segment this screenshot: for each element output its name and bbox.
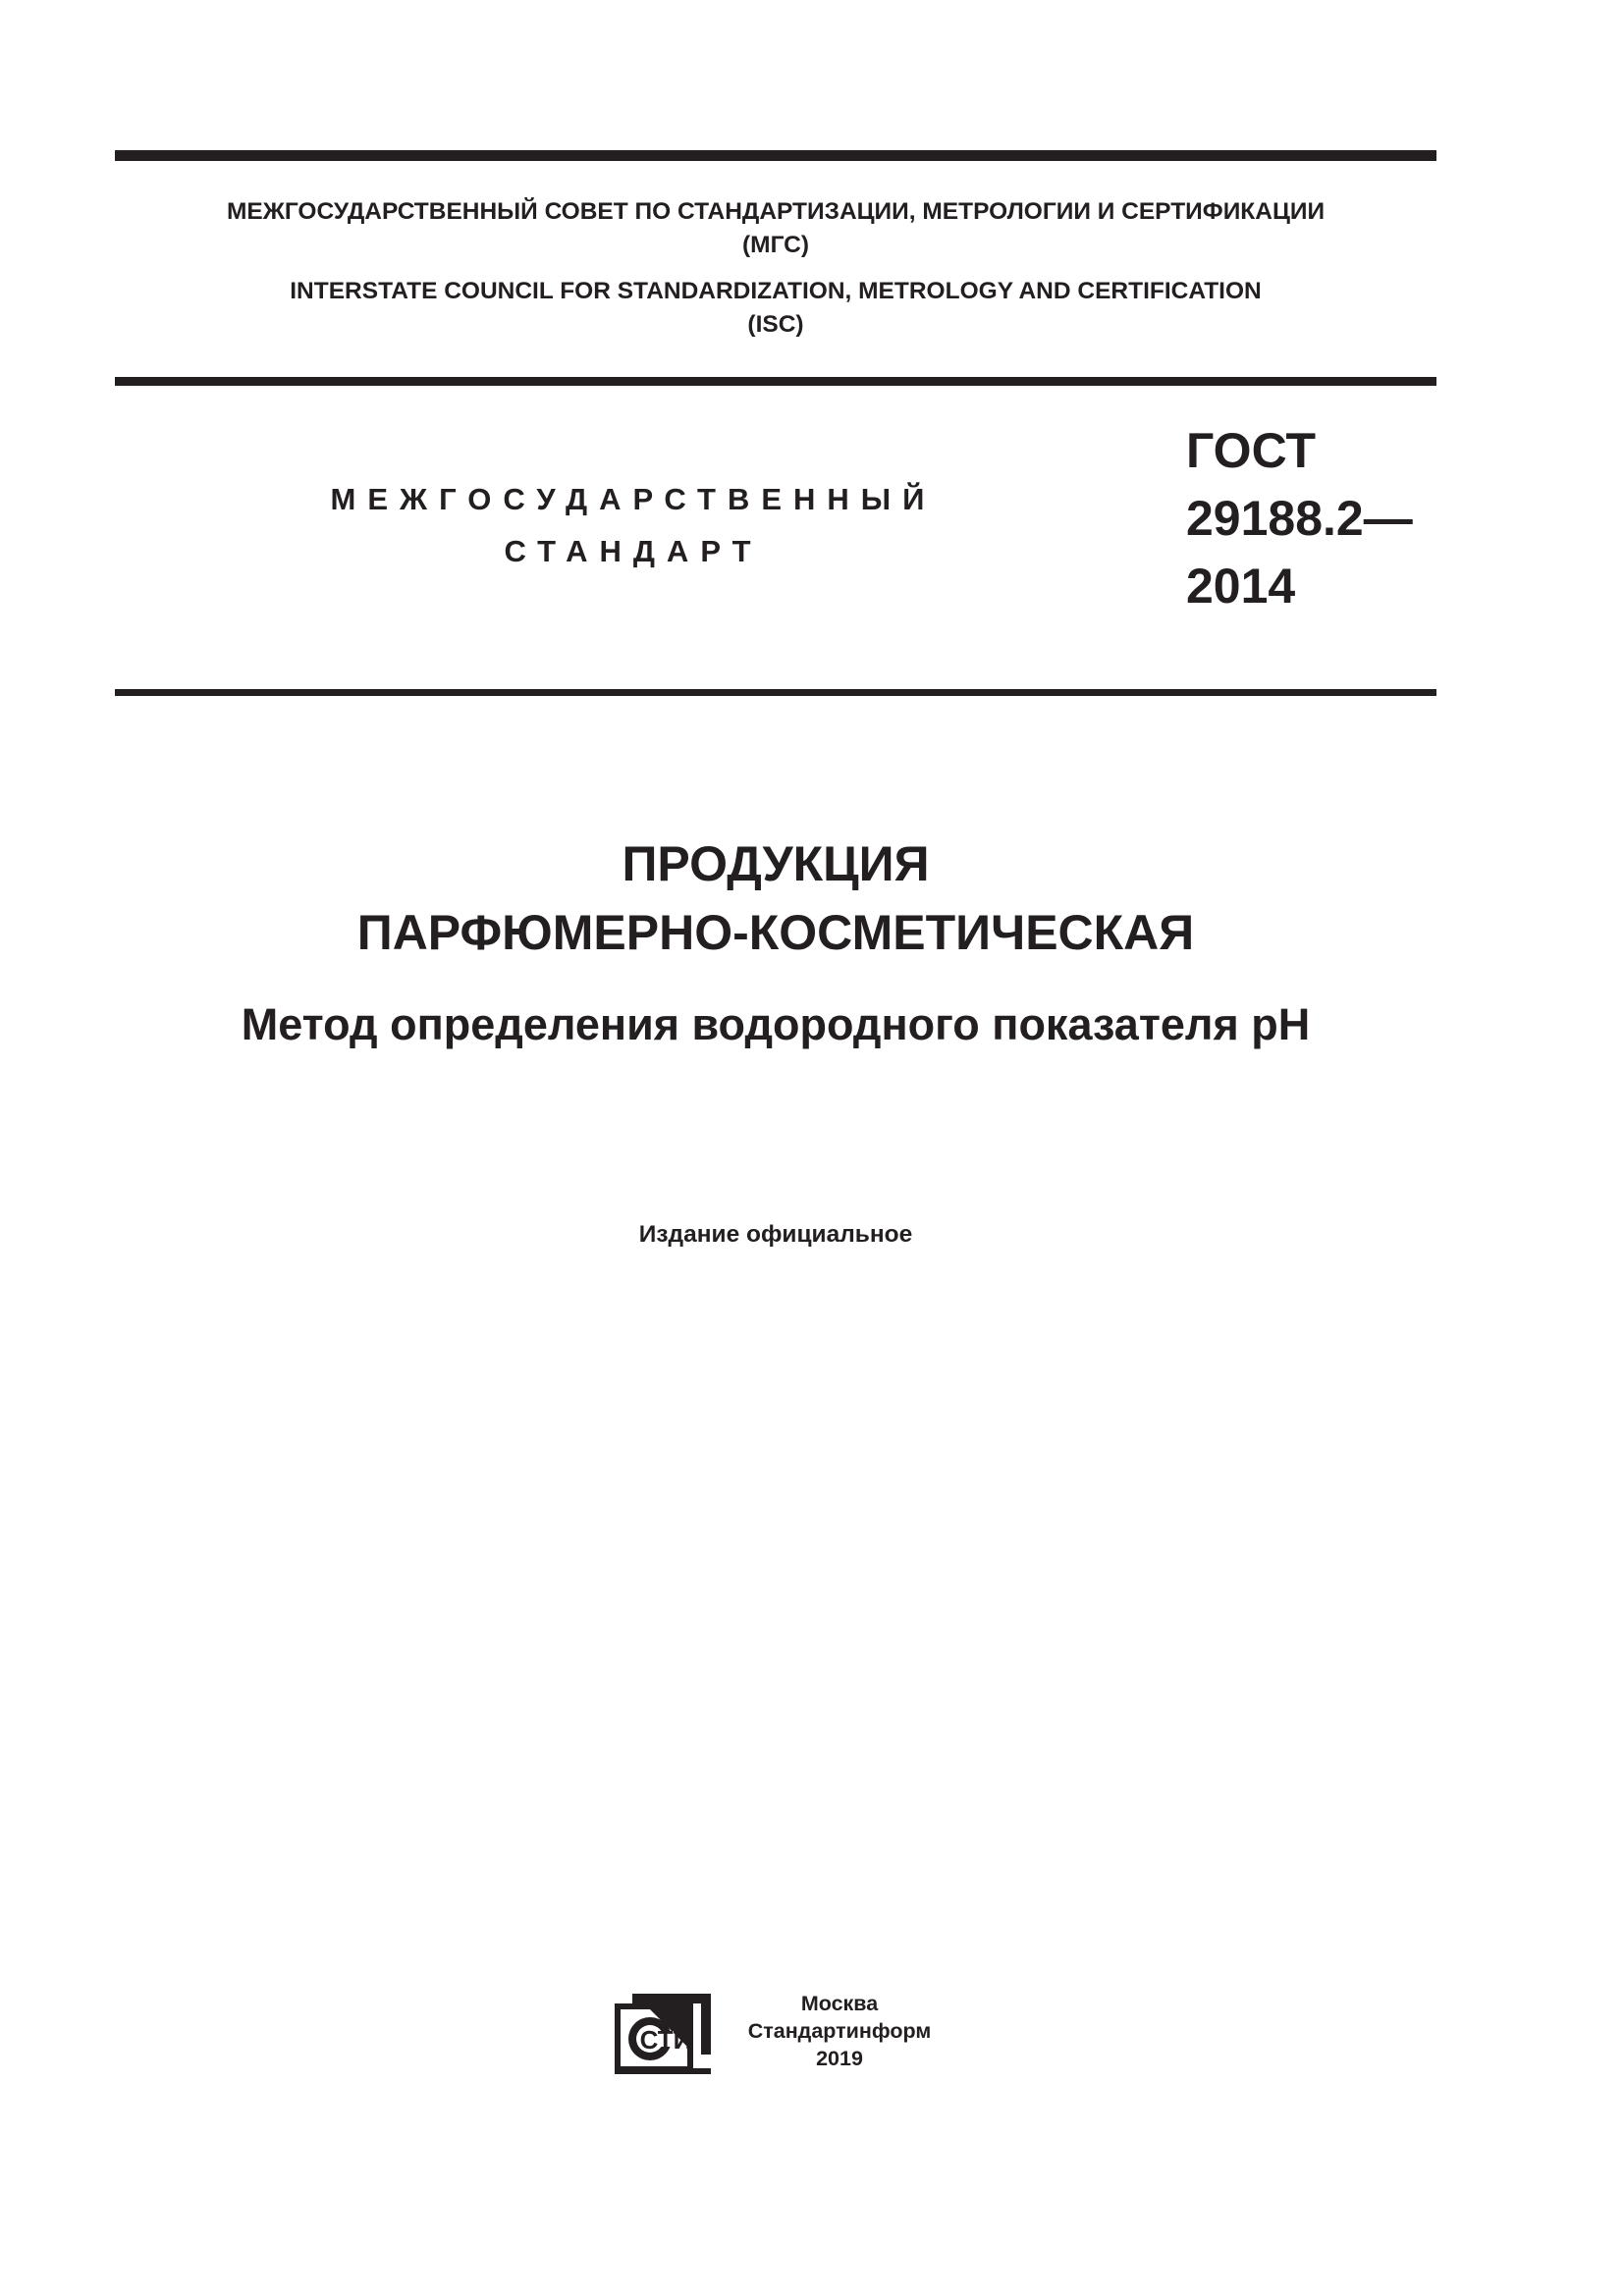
imprint [727,1990,952,2072]
council-name-en [115,275,1436,342]
council-name-ru [115,195,1436,262]
council-abbr-ru: (МГС) [742,232,809,258]
title-line2: ПАРФЮМЕРНО-КОСМЕТИЧЕСКАЯ [356,905,1195,960]
standard-type-line2: СТАНДАРТ [504,534,763,568]
designation-prefix: ГОСТ [1186,423,1316,478]
imprint-year: 2019 [816,2047,863,2070]
standartinform-logo-icon [615,1994,711,2074]
designation-number: 29188.2— [1186,491,1413,546]
top-rule [115,150,1436,161]
title-line1: ПРОДУКЦИЯ [622,836,930,891]
edition-note: Издание официальное [638,1221,913,1248]
middle-rule [115,377,1436,386]
standard-type [319,473,947,577]
council-abbr-en: (ISC) [747,311,804,338]
lower-rule [115,689,1436,696]
imprint-publisher: Стандартинформ [747,2019,932,2043]
logo-letters: СТИ [639,2025,692,2055]
council-name-en-full: INTERSTATE COUNCIL FOR STANDARDIZATION, METROLOGY AND CERTIFICATION [290,278,1262,304]
standard-designation [1186,417,1413,620]
standard-type-line1: МЕЖГОСУДАРСТВЕННЫЙ [330,482,937,516]
document-title [115,829,1436,967]
council-name-ru-full: МЕЖГОСУДАРСТВЕННЫЙ СОВЕТ ПО СТАНДАРТИЗАЦИИ, МЕТРОЛОГИИ И СЕРТИФИКАЦИИ [226,198,1326,225]
designation-year: 2014 [1186,559,1296,614]
imprint-city: Москва [800,1992,879,2015]
document-subtitle: Метод определения водородного показателя рН [241,999,1311,1049]
